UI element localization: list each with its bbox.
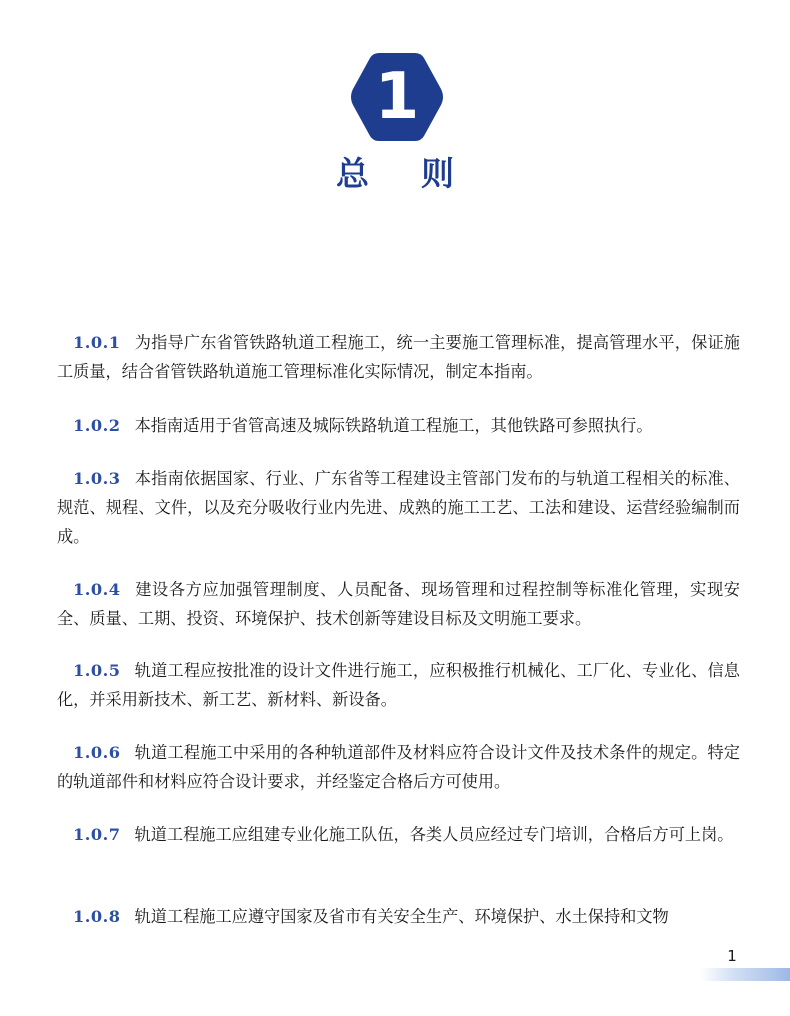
clause-number: 1.0.3	[73, 469, 121, 488]
clause-1-0-6	[57, 738, 740, 796]
clause-text: 轨道工程施工应遵守国家及省市有关安全生产、环境保护、水土保持和文物	[134, 907, 669, 926]
clause-number: 1.0.4	[73, 580, 121, 599]
clause-1-0-7	[57, 820, 740, 849]
clause-text: 轨道工程施工应组建专业化施工队伍，各类人员应经过专门培训，合格后方可上岗。	[134, 825, 734, 844]
clause-text: 轨道工程施工中采用的各种轨道部件及材料应符合设计文件及技术条件的规定。特定的轨道部件和材料应符合设计要求，并经鉴定合格后方可使用。	[57, 743, 740, 791]
clause-1-0-3	[57, 464, 740, 551]
clause-number: 1.0.8	[73, 907, 121, 926]
clause-text: 为指导广东省管铁路轨道工程施工，统一主要施工管理标准，提高管理水平，保证施工质量，结合省管铁路轨道施工管理标准化实际情况，制定本指南。	[57, 333, 740, 381]
clause-1-0-5	[57, 656, 740, 714]
clause-1-0-4	[57, 575, 740, 633]
clause-text: 本指南依据国家、行业、广东省等工程建设主管部门发布的与轨道工程相关的标准、规范、规程、文件，以及充分吸收行业内先进、成熟的施工工艺、工法和建设、运营经验编制而成。	[57, 469, 740, 546]
clause-1-0-8	[57, 902, 740, 931]
clause-number: 1.0.6	[73, 743, 121, 762]
clause-text: 建设各方应加强管理制度、人员配备、现场管理和过程控制等标准化管理，实现安全、质量、工期、投资、环境保护、技术创新等建设目标及文明施工要求。	[57, 580, 740, 628]
clause-1-0-1	[57, 328, 740, 386]
chapter-number-badge	[349, 49, 445, 145]
clause-number: 1.0.5	[73, 661, 121, 680]
clause-number: 1.0.7	[73, 825, 121, 844]
clause-number: 1.0.1	[73, 333, 121, 352]
clause-number: 1.0.2	[73, 416, 121, 435]
page-number: 1	[727, 947, 737, 965]
clause-text: 本指南适用于省管高速及城际铁路轨道工程施工，其他铁路可参照执行。	[134, 416, 653, 435]
clause-text: 轨道工程应按批准的设计文件进行施工，应积极推行机械化、工厂化、专业化、信息化，并采用新技术、新工艺、新材料、新设备。	[57, 661, 740, 709]
chapter-title: 总则	[336, 154, 506, 193]
clause-1-0-2	[57, 411, 740, 440]
page-number-bar	[700, 968, 790, 981]
chapter-number: 1	[374, 60, 420, 134]
